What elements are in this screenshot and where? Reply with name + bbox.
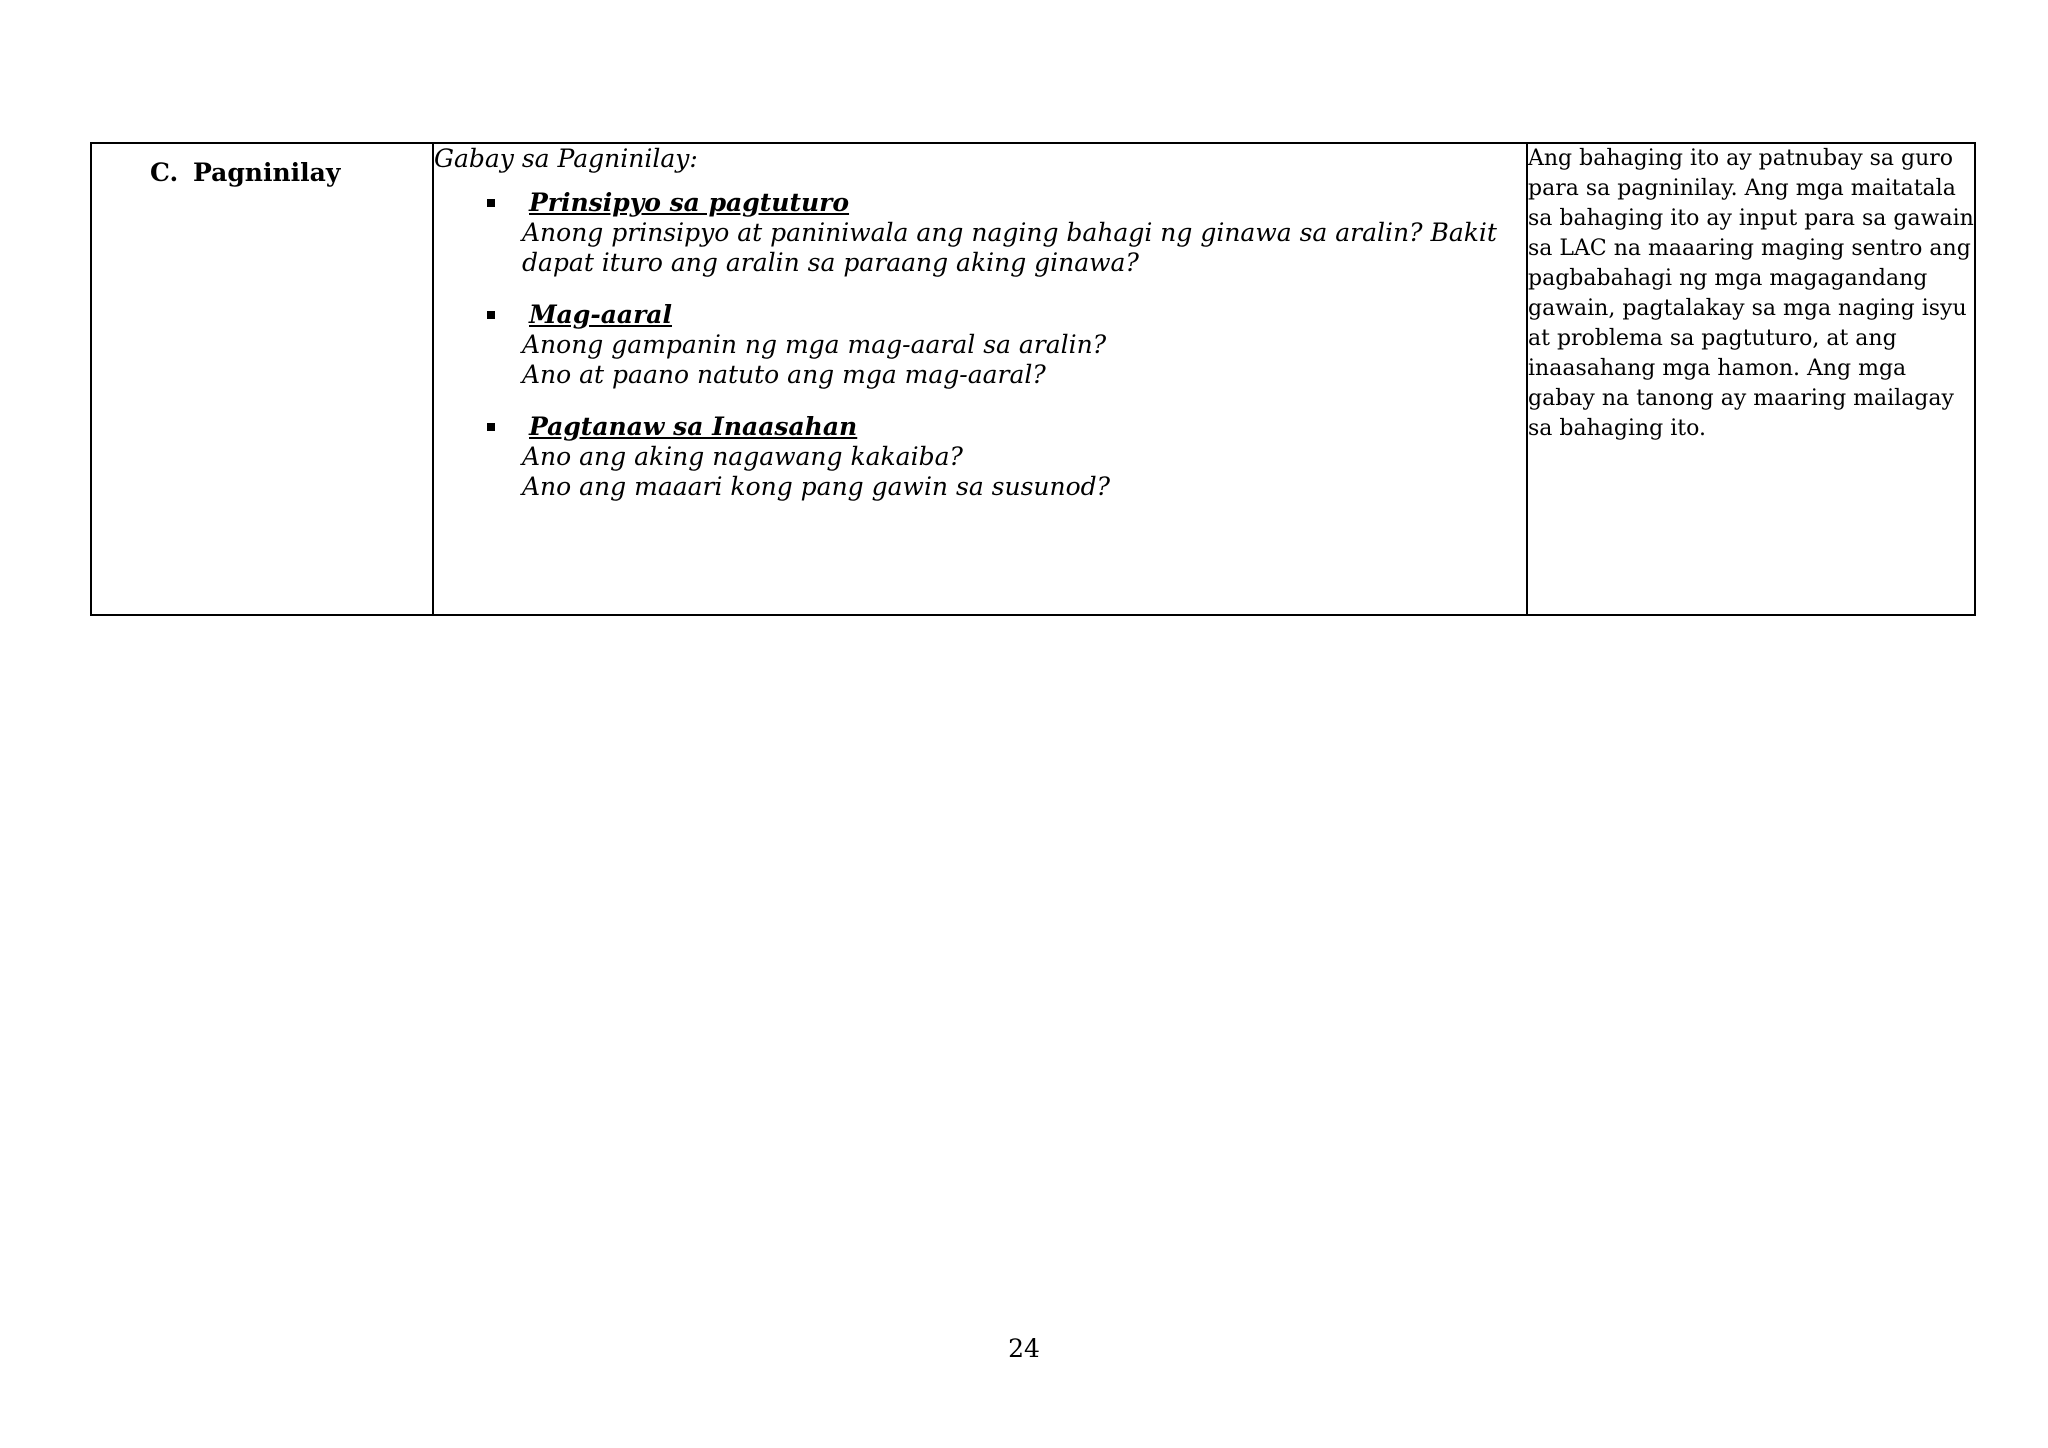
item-title: Mag-aaral <box>529 300 672 329</box>
section-cell <box>91 143 433 615</box>
list-item <box>434 412 1526 502</box>
list-item <box>434 188 1526 278</box>
guide-cell <box>433 143 1527 615</box>
note-text: Ang bahaging ito ay patnubay sa guro para sa pagninilay. Ang mga maitatala sa bahaging ito ay input para sa gawain sa LAC na maaaring maging sentro ang pagbabahagi ng mga magagandang gawain, pagtalakay sa mga naging isyu at problema sa pagtuturo, at ang inaasahang mga hamon. Ang mga gabay na tanong ay maaring mailagay sa bahaging ito. <box>1528 146 1974 441</box>
list-item <box>434 300 1526 390</box>
item-line: Anong prinsipyo at paniniwala ang naging bahagi ng ginawa sa aralin? Bakit dapat ituro ang aralin sa paraang aking ginawa? <box>522 218 1497 277</box>
square-bullet-icon <box>487 311 495 319</box>
table-row <box>91 143 1975 615</box>
guide-heading: Gabay sa Pagninilay: <box>434 144 698 173</box>
square-bullet-icon <box>487 199 495 207</box>
section-letter: C. <box>150 158 179 187</box>
item-line: Anong gampanin ng mga mag-aaral sa aralin? <box>522 330 1107 359</box>
page-number: 24 <box>1008 1334 1040 1363</box>
square-bullet-icon <box>487 423 495 431</box>
item-line: Ano ang aking nagawang kakaiba? <box>522 442 963 471</box>
item-title: Pagtanaw sa Inaasahan <box>529 412 858 441</box>
item-line: Ano at paano natuto ang mga mag-aaral? <box>522 360 1046 389</box>
item-title: Prinsipyo sa pagtuturo <box>529 188 850 217</box>
section-title <box>92 144 432 187</box>
reflection-table <box>90 142 1976 616</box>
guide-list <box>434 188 1526 502</box>
note-cell <box>1527 143 1975 615</box>
section-title-text: Pagninilay <box>193 158 341 187</box>
item-line: Ano ang maaari kong pang gawin sa susunod? <box>522 472 1111 501</box>
